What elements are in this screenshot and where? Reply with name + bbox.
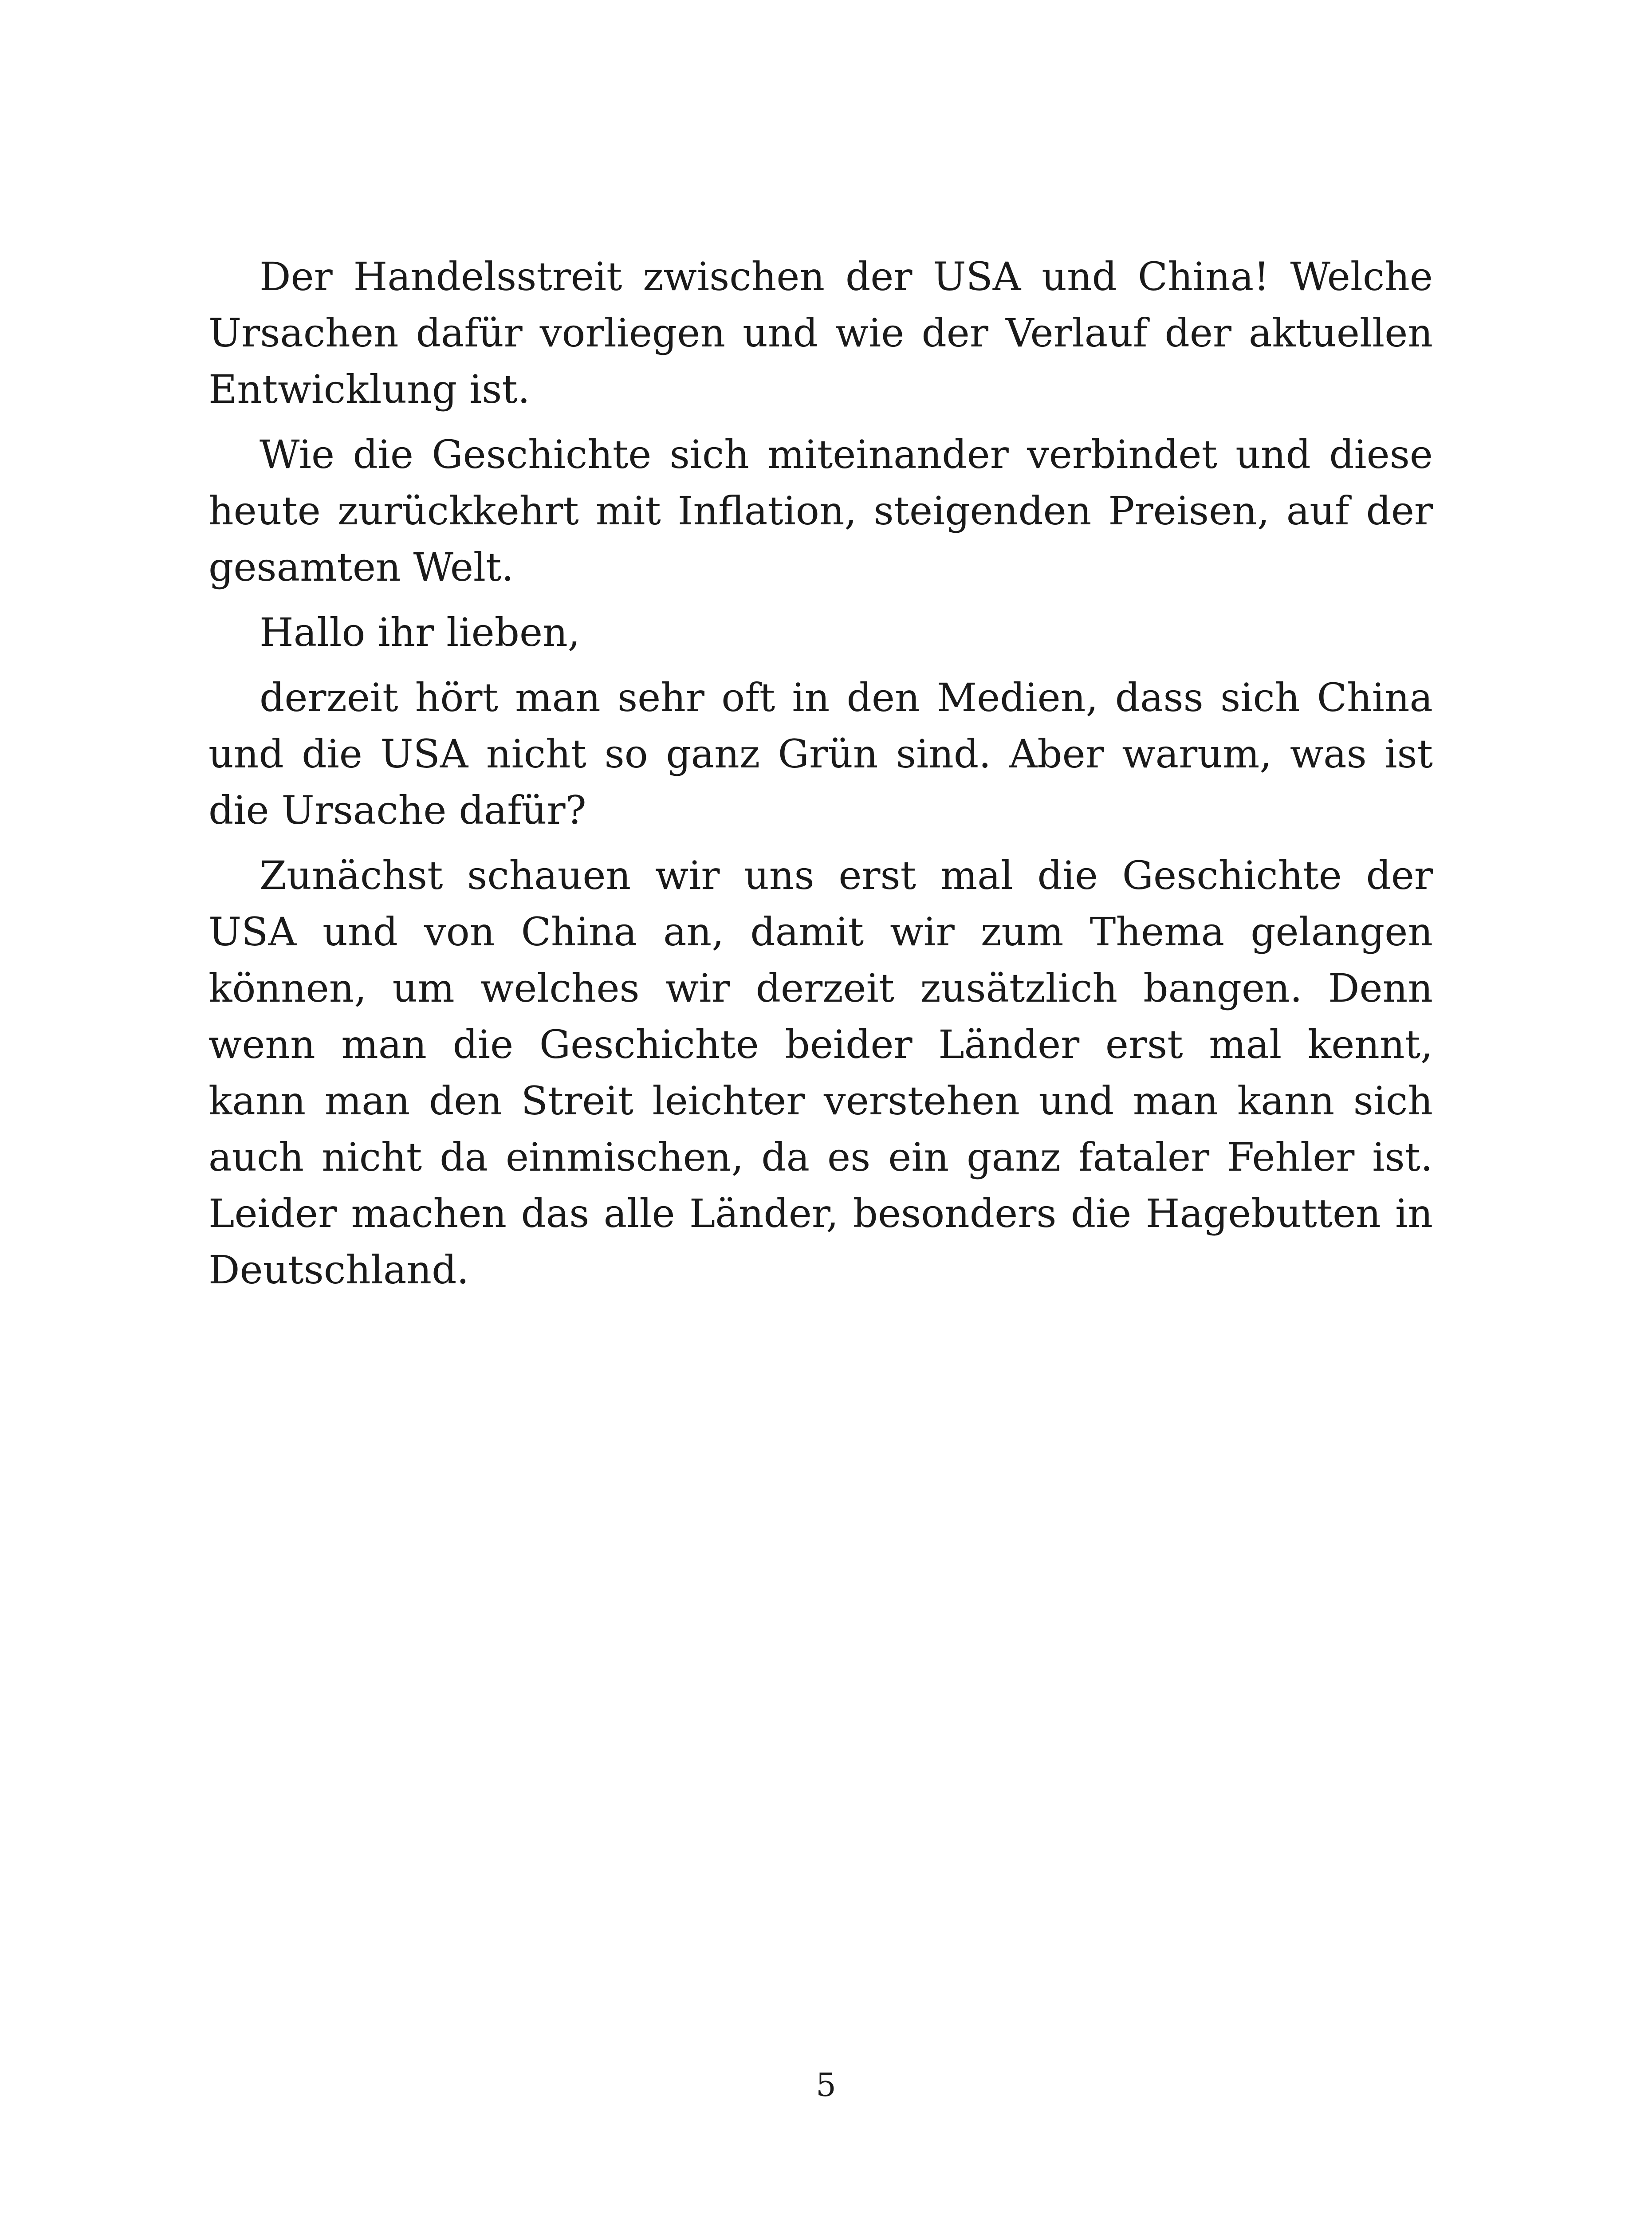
page-number: 5 xyxy=(816,2066,836,2104)
paragraph: Der Handelsstreit zwischen der USA und China! Welche Ursachen dafür vorliegen und wie der Verlauf der aktuellen Entwicklung ist. xyxy=(208,254,1433,412)
paragraph: Wie die Geschichte sich miteinander verbindet und diese heute zurückkehrt mit Inflation, steigenden Preisen, auf der gesamten Welt. xyxy=(208,432,1433,590)
paragraph: derzeit hört man sehr oft in den Medien, dass sich China und die USA nicht so ganz Grün sind. Aber warum, was ist die Ursache dafür? xyxy=(208,675,1433,833)
paragraph: Zunächst schauen wir uns erst mal die Geschichte der USA und von China an, damit wir zum Thema gelangen können, um welches wir derzeit zusätzlich bangen. Denn wenn man die Geschichte beider Länder erst mal kennt, kann man den Streit leichter verstehen und man kann sich auch nicht da einmischen, da es ein ganz fataler Fehler ist. Leider machen das alle Länder, besonders die Hagebutten in Deutschland. xyxy=(208,853,1433,1293)
body-text xyxy=(208,248,1433,1307)
paragraph: Hallo ihr lieben, xyxy=(260,610,580,655)
